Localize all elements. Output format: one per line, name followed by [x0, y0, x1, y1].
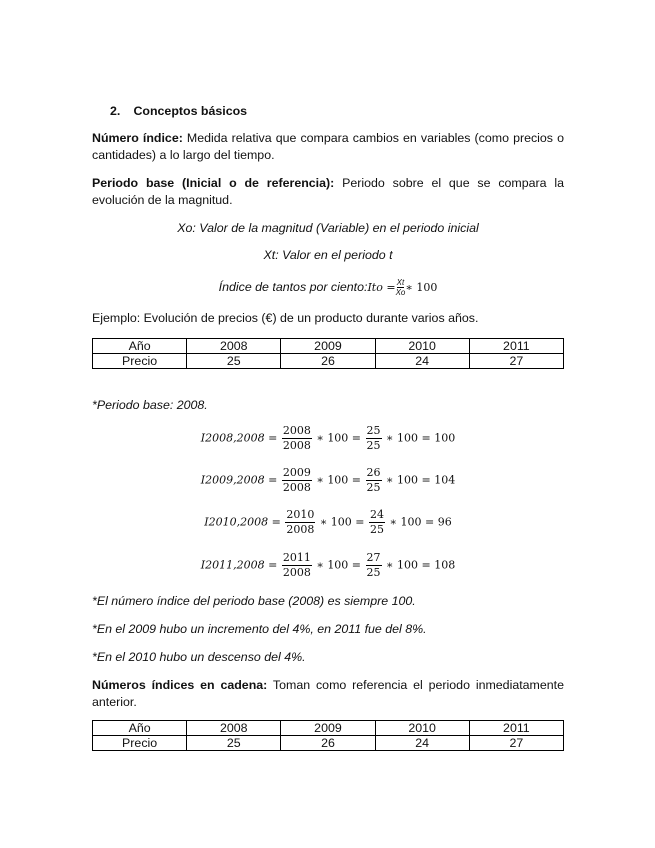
table-cell: 2010 [375, 339, 469, 354]
section-heading [110, 103, 247, 120]
equation-label: I2008,2008 = [200, 431, 278, 445]
table-header-row [93, 339, 564, 354]
note-base-100: *El número índice del periodo base (2008) es siempre 100. [92, 594, 416, 608]
denominator: 2008 [282, 481, 311, 494]
formula-denominator: Xo [395, 287, 406, 297]
definition-text: Medida relativa que compara cambios en variables (como precios o cantidades) a lo largo del tiempo. [92, 131, 564, 162]
denominator: 25 [366, 439, 381, 452]
denominator: 2008 [286, 523, 315, 536]
formula-lhs: Ito = [367, 280, 396, 294]
denominator: 2008 [282, 566, 311, 579]
table-cell: 2008 [187, 339, 281, 354]
table-cell: Precio [93, 354, 187, 369]
numerator: 2011 [282, 551, 311, 564]
price-table-2 [92, 720, 564, 751]
equation-end: ∗ 100 = 100 [382, 431, 456, 445]
equation-label: I2011,2008 = [200, 558, 278, 572]
formula-numerator: Xt [396, 277, 405, 287]
index-formula [92, 274, 564, 300]
equation-end: ∗ 100 = 108 [382, 558, 456, 572]
denominator: 25 [366, 481, 381, 494]
index-equation [92, 551, 564, 580]
table-row [93, 736, 564, 751]
denominator: 25 [366, 566, 381, 579]
table-cell: Precio [93, 736, 187, 751]
equation-end: ∗ 100 = 104 [382, 473, 456, 487]
numerator: 24 [370, 508, 385, 521]
equation-mid: ∗ 100 = [312, 431, 362, 445]
equation-fraction [282, 466, 312, 495]
table-cell: 24 [375, 736, 469, 751]
table-header-row [93, 721, 564, 736]
index-equation [92, 508, 564, 537]
table-cell: 26 [281, 354, 375, 369]
index-equation [92, 466, 564, 495]
equation-fraction [282, 551, 312, 580]
numerator: 27 [366, 551, 381, 564]
table-cell: 25 [187, 736, 281, 751]
section-number: 2. [110, 104, 121, 118]
table-cell: Año [93, 721, 187, 736]
equation-mid: ∗ 100 = [312, 558, 362, 572]
table-cell: 27 [469, 354, 563, 369]
table-cell: 2008 [187, 721, 281, 736]
numerator: 26 [366, 466, 381, 479]
section-title: Conceptos básicos [133, 104, 248, 118]
numerator: 2010 [286, 508, 315, 521]
xt-definition: Xt: Valor en el periodo t [263, 248, 393, 262]
note-decrease: *En el 2010 hubo un descenso del 4%. [92, 650, 306, 664]
numerator: 25 [366, 424, 381, 437]
table-cell: 2011 [469, 721, 563, 736]
table-cell: 24 [375, 354, 469, 369]
table-cell: 2011 [469, 339, 563, 354]
definition-term: Periodo base (Inicial o de referencia): [92, 176, 335, 190]
note-increment: *En el 2009 hubo un incremento del 4%, en 2011 fue del 8%. [92, 622, 427, 636]
definition-periodo-base [92, 175, 564, 209]
table-cell: 26 [281, 736, 375, 751]
equation-fraction [366, 466, 382, 495]
denominator: 2008 [282, 439, 311, 452]
denominator: 25 [370, 523, 385, 536]
equation-label: I2010,2008 = [204, 515, 281, 529]
xo-definition: Xo: Valor de la magnitud (Variable) en el periodo inicial [177, 221, 479, 235]
index-equation [92, 424, 564, 453]
equation-fraction [366, 551, 382, 580]
equation-fraction [282, 424, 312, 453]
table-cell: 27 [469, 736, 563, 751]
table-row [93, 354, 564, 369]
definition-term: Número índice: [92, 131, 183, 145]
numerator: 2009 [282, 466, 311, 479]
equation-label: I2009,2008 = [200, 473, 278, 487]
formula-label: Índice de tantos por ciento: [218, 279, 368, 294]
equation-fraction [366, 424, 382, 453]
example-text: Ejemplo: Evolución de precios (€) de un producto durante varios años. [92, 311, 479, 325]
table-cell: 2009 [281, 339, 375, 354]
formula-tail: ∗ 100 [405, 280, 438, 294]
equation-end: ∗ 100 = 96 [386, 515, 452, 529]
table-cell: 2009 [281, 721, 375, 736]
table-cell: Año [93, 339, 187, 354]
table-cell: 2010 [375, 721, 469, 736]
definition-text: Periodo sobre el que se compara la evolución de la magnitud. [92, 176, 564, 207]
base-note: *Periodo base: 2008. [92, 398, 208, 412]
definition-indices-cadena [92, 677, 564, 711]
table-cell: 25 [187, 354, 281, 369]
definition-text: Toman como referencia el periodo inmediatamente anterior. [92, 678, 564, 709]
equation-fraction [369, 508, 385, 537]
equation-fraction [285, 508, 315, 537]
price-table-1 [92, 338, 564, 369]
numerator: 2008 [282, 424, 311, 437]
equation-mid: ∗ 100 = [316, 515, 365, 529]
definition-term: Números índices en cadena: [92, 678, 268, 692]
equation-mid: ∗ 100 = [312, 473, 362, 487]
definition-numero-indice [92, 130, 564, 164]
formula-fraction [396, 278, 406, 297]
